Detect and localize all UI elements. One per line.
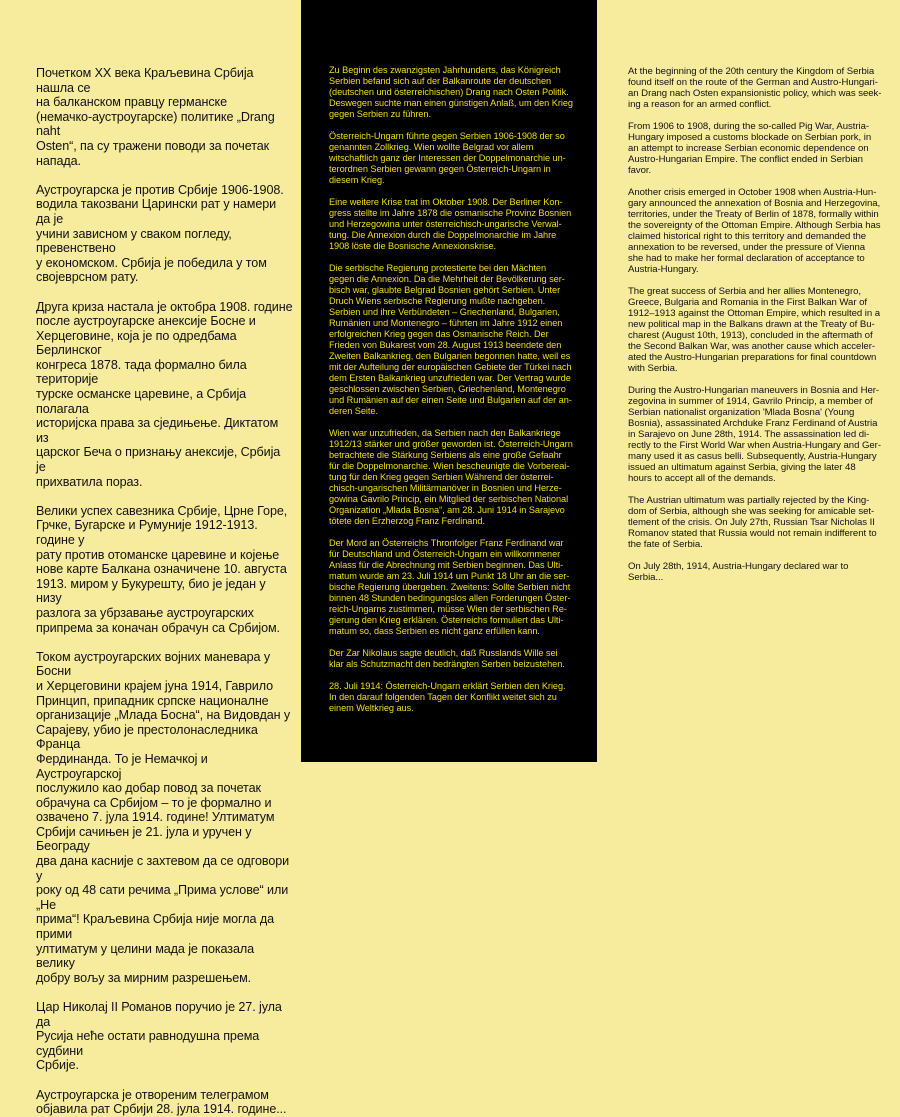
paragraph: Der Mord an Österreichs Thronfolger Franz Ferdinand war für Deutschland und Österreich-Ungarn ein willkommener Anlass für die Abrechnung mit Serbien beginnen. Das Ulti- matum wurde am 23. Juli 1914 um Punkt 18 Uhr an die ser- bische Regierung übergeben. Zweitens: Sollte Serbien nicht binnen 48 Stunden bedingungslos allen Forderungen Öster- reich-Ungarns zustimmen, müsse Wien der serbischen Re- gierung den Krieg erklären. Österreichs formuliert das Ulti- matum so, dass Serbien es nicht ganz erfüllen kann. [329, 538, 571, 636]
paragraph: On July 28th, 1914, Austria-Hungary declared war to Serbia... [628, 561, 849, 583]
serbian-text-column [0, 0, 301, 1117]
paragraph: The Austrian ultimatum was partially rejected by the King- dom of Serbia, although she was seeking for amicable set- tlement of the crisis. On July 27th, Russian Tsar Nicholas II Romanov stated that Russia would not remain indifferent to the fate of Serbia. [628, 495, 877, 550]
paragraph: 28. Juli 1914: Österreich-Ungarn erklärt Serbien den Krieg. In den darauf folgenden Tagen der Konflikt weitet sich zu einem Weltkrieg aus. [329, 681, 566, 713]
paragraph: Zu Beginn des zwanzigsten Jahrhunderts, das Königreich Serbien befand sich auf der Balkanroute der deutschen (deutschen und österreichischen) Drang nach Osten Politik. Deswegen suchte man einen günstigen Anlaß, um den Krieg gegen Serbien zu führen. [329, 65, 573, 119]
paragraph: Почетком XX века Краљевина Србија нашла се на балканском правцу германске (немачко-аустроугарске) политике „Drang naht Osten“, па су тражени поводи за почетак напада. [36, 66, 275, 168]
paragraph: Die serbische Regierung protestierte bei den Mächten gegen die Annexion. Da die Mehrheit der Bevölkerung ser- bisch war, glaubte Belgrad Bosnien gehört Serbien. Unter Druch Wiens serbische Regierung mußte nachgeben. Serbien und ihre Verbündeten – Griechenland, Bulgarien, Rumänien und Montenegro – führten im Jahre 1912 einen erfolgreichen Krieg gegen das Osmanische Reich. Der Frieden von Bukarest vom 28. August 1913 beendete den Zweiten Balkankrieg, den Bulgarien begonnen hatte, weil es mit der Aufteilung der europäischen Gebiete der Türkei nach dem Ersten Balkankrieg unzufrieden war. Der Vertrag wurde geschlossen zwischen Serbien, Griechenland, Montenegro und Rumänien auf der einen Seite und Bulgarien auf der an- deren Seite. [329, 263, 572, 416]
paragraph: Österreich-Ungarn führte gegen Serbien 1906-1908 der so genannten Zollkrieg. Wien wollte Belgrad vor allem witschaftlich ganz der Interessen der Doppelmonarchie un- terordnen Serbien gewann gegen Österreich-Ungarn in diesem Krieg. [329, 131, 566, 185]
paragraph: Wien war unzufrieden, da Serbien nach den Balkankriege 1912/13 stärker und größer geworden ist. Österreich-Ungarn betrachtete die Stärkung Serbiens als eine große Gefaahr für die Doppelmonarchie. Wien bescheunigte die Vorbereai- tung für den Krieg gegen Serbien Während der österrei- chisch-ungarischen Militärmanöver in Bosnien und Herze- gowina Gavrilo Princip, ein Mitglied der serbischen National Organization „Mlada Bosna“, am 28. Juni 1914 in Sarajevo tötete den Erzherzog Franz Ferdinand. [329, 428, 573, 526]
paragraph: Аустроугарска је отвореним телеграмом објавила рат Србији 28. јула 1914. године... [36, 1087, 287, 1117]
paragraph: Цар Николај II Романов поручио је 27. јула да Русија неће остати равнодушна према судбини Србије. [36, 1000, 282, 1073]
paragraph: Der Zar Nikolaus sagte deutlich, daß Russlands Wille sei klar als Schutzmacht den bedrängten Serben beizustehen. [329, 648, 565, 669]
paragraph: Велики успех савезника Србије, Црне Горе, Грчке, Бугарске и Румуније 1912-1913. године у рату против отоманске царевине и којење нове карте Балкана означичене 10. августа 1913. миром у Букурешту, био је један у низу разлога за убрзавање аустроугарских припрема за коначан обрачун са Србијом. [36, 503, 288, 635]
paragraph: Током аустроугарских војних маневара у Босни и Херцеговини крајем јуна 1914, Гаврило Принцип, припадник српске националне организације „Млада Босна“, на Видовдан у Сарајеву, убио је престолонаследника Франца Фердинанда. То је Немачкој и Аустроугарској послужило као добар повод за почетак обрачуна са Србијом – то је формално и озвачено 7. јула 1914. године! Ултиматум Србији сачињен је 21. јула и уручен у Београду два дана касније с захтевом да се одговори у року од 48 сати речима „Прима услове“ или „Не прима“! Краљевина Србија није могла да прими ултиматум у целини мада је показала велику добру вољу за мирним разрешењем. [36, 649, 291, 985]
paragraph: During the Austro-Hungarian maneuvers in Bosnia and Her- zegovina in summer of 1914, Gavrilo Princip, a member of Serbian nationalist organization 'Mlada Bosna' (Young Bosnia), assassinated Archduke Franz Ferdinand of Austria in Sarajevo on June 28th, 1914. The assassination led di- rectly to the First World War when Austria-Hungary and Ger- many used it as casus belli. Subsequently, Austria-Hungary issued an ultimatum against Serbia, giving the later 48 hours to accept all of the demands. [628, 385, 881, 484]
paragraph: Аустроугарска је против Србије 1906-1908. водила такозвани Царински рат у намери да је учини зависном у сваком погледу, превенствено у економском. Србија је победила у том својеврсном рату. [36, 182, 284, 285]
paragraph: At the beginning of the 20th century the Kingdom of Serbia found itself on the route of the German and Austro-Hungari- an Drang nach Osten expansionistic policy, which was seek- ing a reason for an armed conflict. [628, 66, 882, 110]
german-text-column [301, 0, 597, 762]
english-text-column [597, 0, 900, 762]
paragraph: Another crisis emerged in October 1908 when Austria-Hun- gary announced the annexation of Bosnia and Herzegovina, territories, under the Treaty of Berlin of 1878, formally within the sovereignty of the Ottoman Empire. Although Serbia has claimed historical right to this territory and demanded the annexation to be reversed, under the pressure of Vienna she had to make her formal declaration of acceptance to Austria-Hungary. [628, 187, 881, 275]
paragraph: Друга криза настала је октобра 1908. године после аустроугарске анексије Босне и Херцеговине, која је по одредбама Берлинског конгреса 1878. тада формално била територије турске османске царевине, а Србија полагала историјска права за сједињење. Диктатом из царског Беча о признању анексије, Србија је прихватила пораз. [36, 299, 293, 489]
paragraph: The great success of Serbia and her allies Montenegro, Greece, Bulgaria and Romania in the First Balkan War of 1912–1913 against the Ottoman Empire, which resulted in a new political map in the Balkans drawn at the Treaty of Bu- charest (August 10th, 1913), concluded in the aftermath of the Second Balkan War, was another cause which acceler- ated the Austro-Hungarian preparations for final countdown with Serbia. [628, 286, 881, 374]
paragraph: Eine weitere Krise trat im Oktober 1908. Der Berliner Kon- gress stellte im Jahre 1878 die osmanische Provinz Bosnien und Herzegowina unter österreichisch-ungarische Verwal- tung. Die Annexion durch die Doppelmonarchie im Jahre 1908 löste die Bosnische Annexionskrise. [329, 197, 572, 251]
paragraph: From 1906 to 1908, during the so-called Pig War, Austria- Hungary imposed a customs blockade on Serbian pork, in an attempt to increase Serbian economic dependence on Austro-Hungarian Empire. The conflict ended in Serbian favor. [628, 121, 872, 176]
